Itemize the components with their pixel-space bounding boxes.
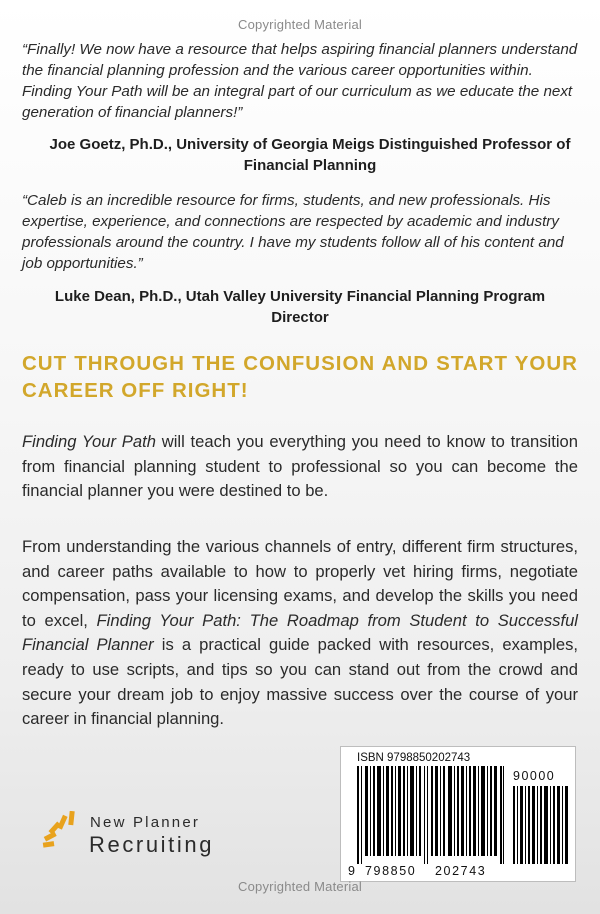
testimonial-quote-1: “Finally! We now have a resource that helps aspiring financial planners understand the financial planning profession and the various career opportunities within. Finding Your Path will be an integral part of our curriculum as we educate the next generation of financial planners!” xyxy=(22,41,578,121)
barcode-digits-group1: 798850 xyxy=(365,864,417,878)
description-paragraph-1 xyxy=(22,430,578,504)
price-code: 90000 xyxy=(513,769,556,783)
book-title-italic: Finding Your Path xyxy=(22,432,156,451)
paragraph-text-before: From understanding the various channels of entry, different firm structures, and career paths available to how to properly vet hiring firms, negotiate compensation, pass your licensing exams, and develop the skills you need to excel, xyxy=(22,537,578,630)
testimonial-author-2: Luke Dean, Ph.D., Utah Valley University Financial Planning Program Director xyxy=(54,288,546,326)
publisher-logo xyxy=(40,811,280,861)
paragraph-text: will teach you everything you need to know to transition from financial planning student to professional so you can become the financial planner you were destined to be. xyxy=(22,432,578,501)
barcode-digits-group2: 202743 xyxy=(435,864,487,878)
testimonial-quote-2: “Caleb is an incredible resource for firms, students, and new professionals. His expertise, experience, and connections are respected by academic and industry professionals around the country. I have my students follow all of his content and job opportunities.” xyxy=(22,192,564,272)
headline: CUT THROUGH THE CONFUSION AND START YOUR CAREER OFF RIGHT! xyxy=(22,352,578,402)
book-full-title-italic: Finding Your Path: The Roadmap from Student to Successful Financial Planner xyxy=(22,610,578,655)
copyright-watermark-bottom: Copyrighted Material xyxy=(238,879,362,894)
description-paragraph-2 xyxy=(22,535,578,732)
barcode-digit-lead: 9 xyxy=(348,864,355,878)
isbn-barcode xyxy=(340,746,576,882)
sunburst-logo-icon xyxy=(40,811,80,851)
barcode-bars-addon xyxy=(513,786,569,864)
copyright-watermark-top: Copyrighted Material xyxy=(238,17,362,32)
publisher-name-line1: New Planner xyxy=(90,814,201,831)
publisher-name-line2: Recruiting xyxy=(89,832,215,857)
barcode-bars-main xyxy=(357,766,505,864)
isbn-label: ISBN 9798850202743 xyxy=(357,752,471,764)
paragraph-text-after: is a practical guide packed with resources, examples, ready to use scripts, and tips so you can stand out from the crowd and secure your dream job to enjoy massive success over the course of your career in financial planning. xyxy=(22,635,578,729)
testimonial-author-1: Joe Goetz, Ph.D., University of Georgia Meigs Distinguished Professor of Financial Planning xyxy=(49,136,571,174)
